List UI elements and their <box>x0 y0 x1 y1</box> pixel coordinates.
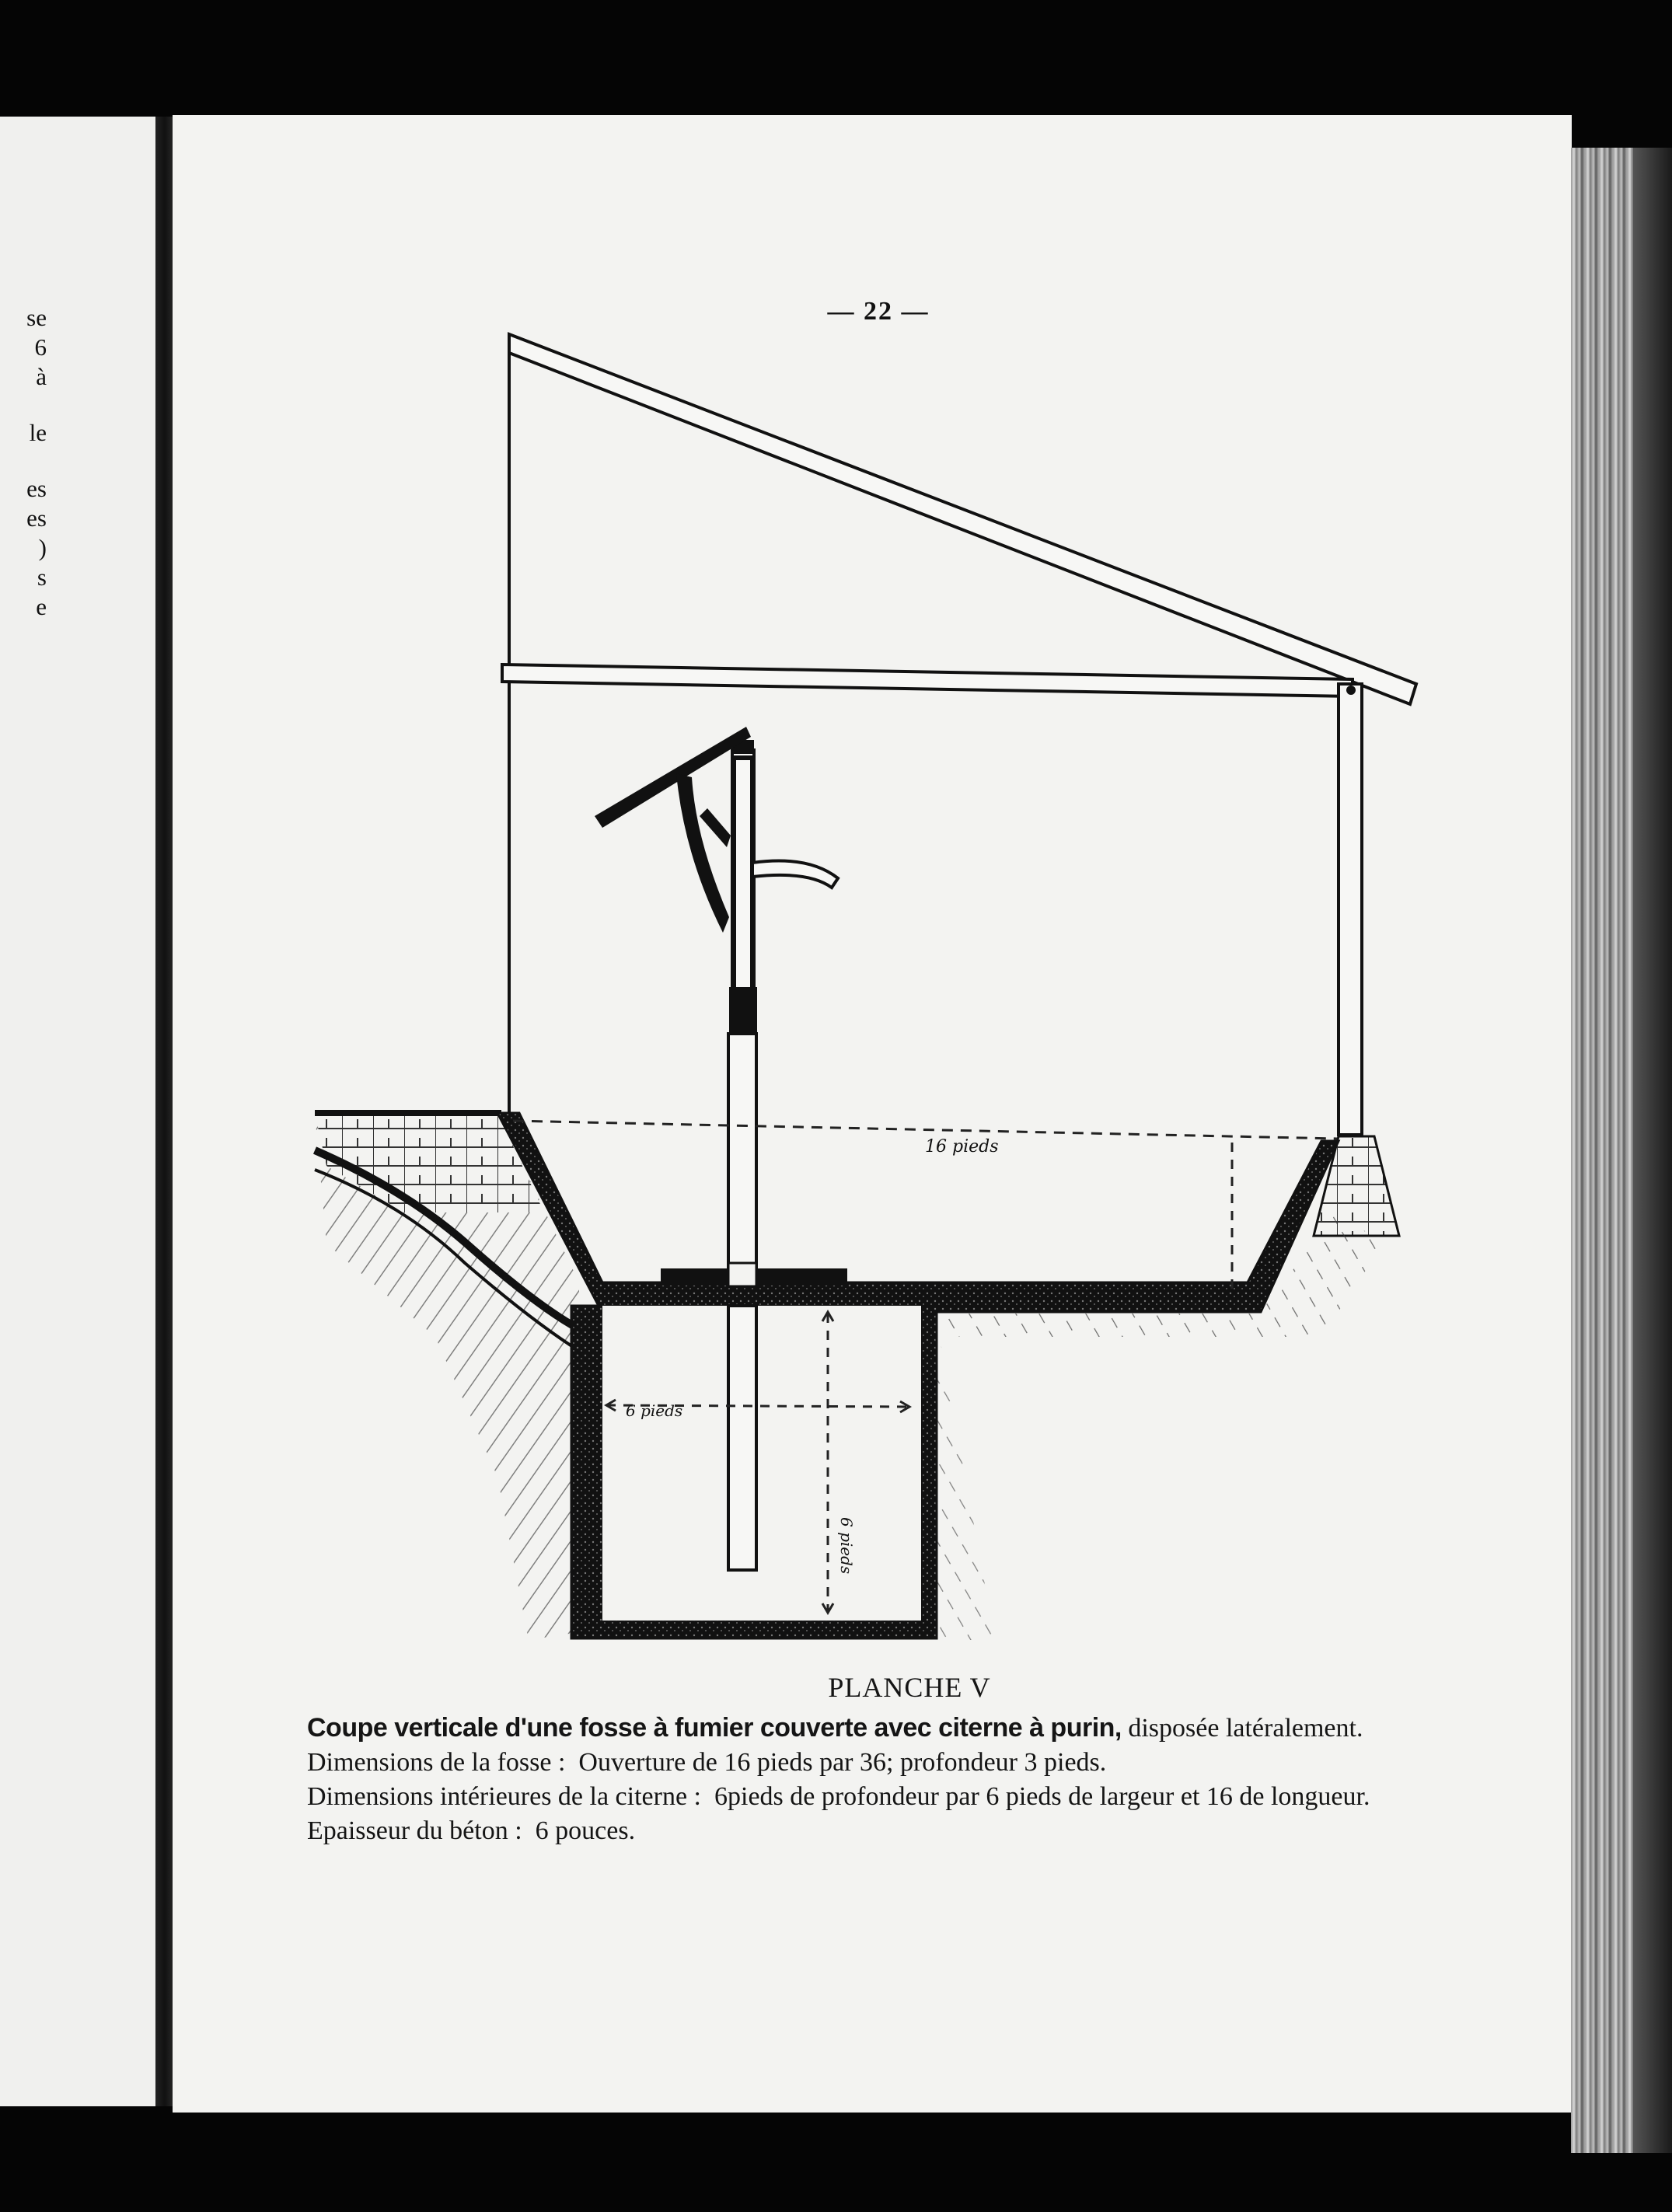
beton-value: 6 pouces. <box>535 1816 636 1845</box>
right-post <box>1339 684 1362 1135</box>
left-fragment: e <box>36 593 47 620</box>
left-fragment: se <box>26 304 47 331</box>
left-fragment: es <box>26 475 47 502</box>
caption-lead <box>307 1711 1419 1745</box>
dimension-label-cistern-width: 6 pieds <box>626 1401 683 1420</box>
roof <box>509 334 1416 704</box>
caption-beton-thickness <box>307 1815 1419 1847</box>
dimension-label-total-width: 16 pieds <box>925 1137 999 1157</box>
left-fragment: ) <box>38 534 47 561</box>
fosse-label: Dimensions de la fosse : <box>307 1748 566 1777</box>
caption-lead-bold: Coupe verticale d'une fosse à fumier couverte avec citerne à purin, <box>307 1713 1122 1743</box>
fosse-value: Ouverture de 16 pieds par 36; profondeur 3 pieds. <box>578 1748 1107 1777</box>
caption-citerne-dimensions <box>307 1781 1419 1813</box>
pump-pipe <box>728 1306 756 1570</box>
citerne-value: 6pieds de profondeur par 6 pieds de largeur et 16 de longueur. <box>714 1782 1370 1811</box>
left-fragment: à <box>36 363 47 390</box>
beton-label: Epaisseur du béton : <box>307 1816 522 1845</box>
citerne-label: Dimensions intérieures de la citerne : <box>307 1782 701 1811</box>
concrete-structure <box>497 1113 1339 1638</box>
page-number: — 22 — <box>827 297 930 326</box>
left-fragment: es <box>26 504 47 532</box>
caption-fosse-dimensions <box>307 1746 1419 1779</box>
caption-lead-rest: disposée latéralement. <box>1121 1714 1363 1743</box>
left-fragment: s <box>37 563 47 591</box>
figure-caption <box>307 1671 1419 1847</box>
left-fragment: le <box>29 419 47 446</box>
ground-right <box>933 1136 1399 1640</box>
crossbeam <box>502 665 1353 696</box>
left-fragment: 6 <box>34 333 47 361</box>
plate-title: PLANCHE V <box>828 1672 991 1703</box>
dimension-label-cistern-depth: 6 pieds <box>837 1517 856 1575</box>
